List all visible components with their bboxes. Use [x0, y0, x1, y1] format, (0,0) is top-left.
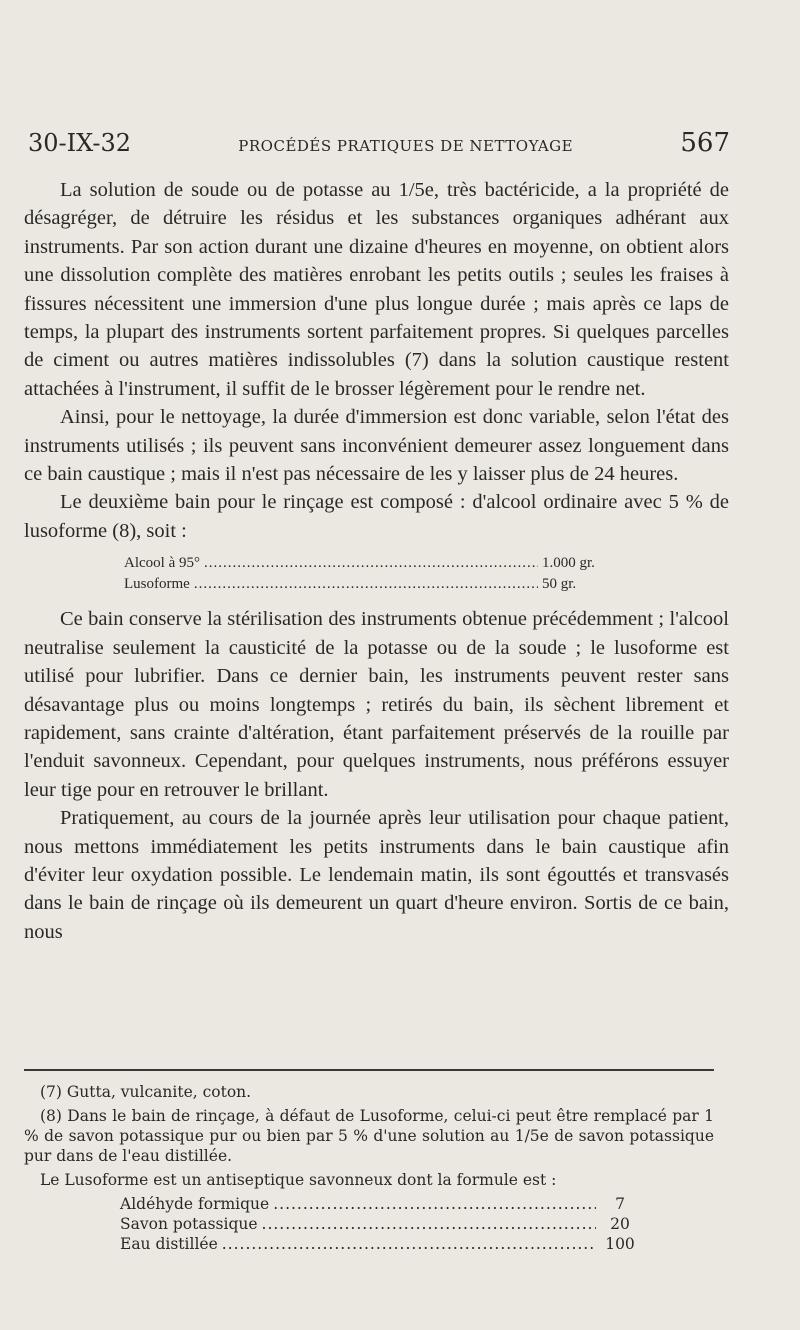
- formula-quantity: 100: [605, 1235, 635, 1253]
- dot-leader: [194, 574, 538, 595]
- dot-leader: [262, 1214, 596, 1234]
- recipe-table: [124, 553, 624, 595]
- dot-leader: [222, 1234, 596, 1254]
- recipe-quantity: 1.000 gr.: [542, 555, 595, 572]
- formula-row: [120, 1214, 640, 1234]
- paragraph: Pratiquement, au cours de la journée après leur utilisation pour chaque patient, nous mettons immédiatement les petits instruments dans le bain caustique afin d'éviter leur oxydation possible. Le lendemain matin, ils sont égouttés et transvasés dans le bain de rinçage où ils demeurent un quart d'heure environ. Sortis de ce bain, nous: [24, 807, 729, 943]
- footnote-7: (7) Gutta, vulcanite, coton.: [40, 1083, 252, 1101]
- formula-row: [120, 1234, 640, 1254]
- formula-ingredient: Aldéhyde formique: [120, 1195, 270, 1213]
- dot-leader: [273, 1194, 596, 1214]
- footnote-8: (8) Dans le bain de rinçage, à défaut de Lusoforme, celui-ci peut être remplacé par 1 % de savon potassique pur ou bien par 5 % d'une solution au 1/5e de savon potassique pur dans de l'eau distillée.: [24, 1107, 714, 1165]
- formula-quantity: 20: [610, 1215, 630, 1233]
- running-head: [28, 128, 730, 158]
- footnote-divider: [24, 1069, 714, 1071]
- dot-leader: [204, 553, 538, 574]
- footnote-8-continued: Le Lusoforme est un antiseptique savonneux dont la formule est :: [40, 1171, 557, 1189]
- recipe-quantity: 50 gr.: [542, 576, 577, 593]
- paragraph: Le deuxième bain pour le rinçage est composé : d'alcool ordinaire avec 5 % de lusoforme (8), soit :: [24, 491, 729, 542]
- page-number: 567: [680, 128, 730, 158]
- paragraph: Ce bain conserve la stérilisation des instruments obtenue précédemment ; l'alcool neutralise seulement la causticité de la potasse ou de la soude ; le lusoforme est utilisé pour lubrifier. Dans ce dernier bain, les instruments peuvent rester sans désavantage plus ou moins longtemps ; retirés du bain, ils sèchent librement et rapidement, sans crainte d'altération, étant parfaitement préservés de la rouille par l'enduit savonneux. Cependant, pour quelques instruments, nous préférons essuyer leur tige pour en retrouver le brillant.: [24, 608, 729, 801]
- formula-table: [120, 1194, 640, 1254]
- formula-ingredient: Eau distillée: [120, 1235, 218, 1253]
- recipe-row: [124, 574, 624, 595]
- recipe-ingredient: Lusoforme: [124, 576, 190, 593]
- main-text: [24, 176, 729, 946]
- header-date: 30-IX-32: [28, 129, 132, 157]
- formula-ingredient: Savon potassique: [120, 1215, 258, 1233]
- recipe-ingredient: Alcool à 95°: [124, 555, 200, 572]
- formula-row: [120, 1194, 640, 1214]
- footnotes: [24, 1082, 714, 1254]
- paragraph: La solution de soude ou de potasse au 1/5e, très bactéricide, a la propriété de désagréger, de détruire les résidus et les substances organiques adhérant aux instruments. Par son action durant une dizaine d'heures en moyenne, on obtient alors une dissolution complète des matières enrobant les petits outils ; seules les fraises à fissures nécessitent une immersion d'une plus longue durée ; mais après ce laps de temps, la plupart des instruments sortent parfaitement propres. Si quelques parcelles de ciment ou autres matières indissolubles (7) dans la solution caustique restent attachées à l'instrument, il suffit de le brosser légèrement pour le rendre net.: [24, 179, 729, 400]
- recipe-row: [124, 553, 624, 574]
- header-title: PROCÉDÉS PRATIQUES DE NETTOYAGE: [238, 137, 574, 155]
- paragraph: Ainsi, pour le nettoyage, la durée d'immersion est donc variable, selon l'état des instruments utilisés ; ils peuvent sans inconvénient demeurer assez longuement dans ce bain caustique ; mais il n'est pas nécessaire de les y laisser plus de 24 heures.: [24, 406, 729, 486]
- formula-quantity: 7: [615, 1195, 625, 1213]
